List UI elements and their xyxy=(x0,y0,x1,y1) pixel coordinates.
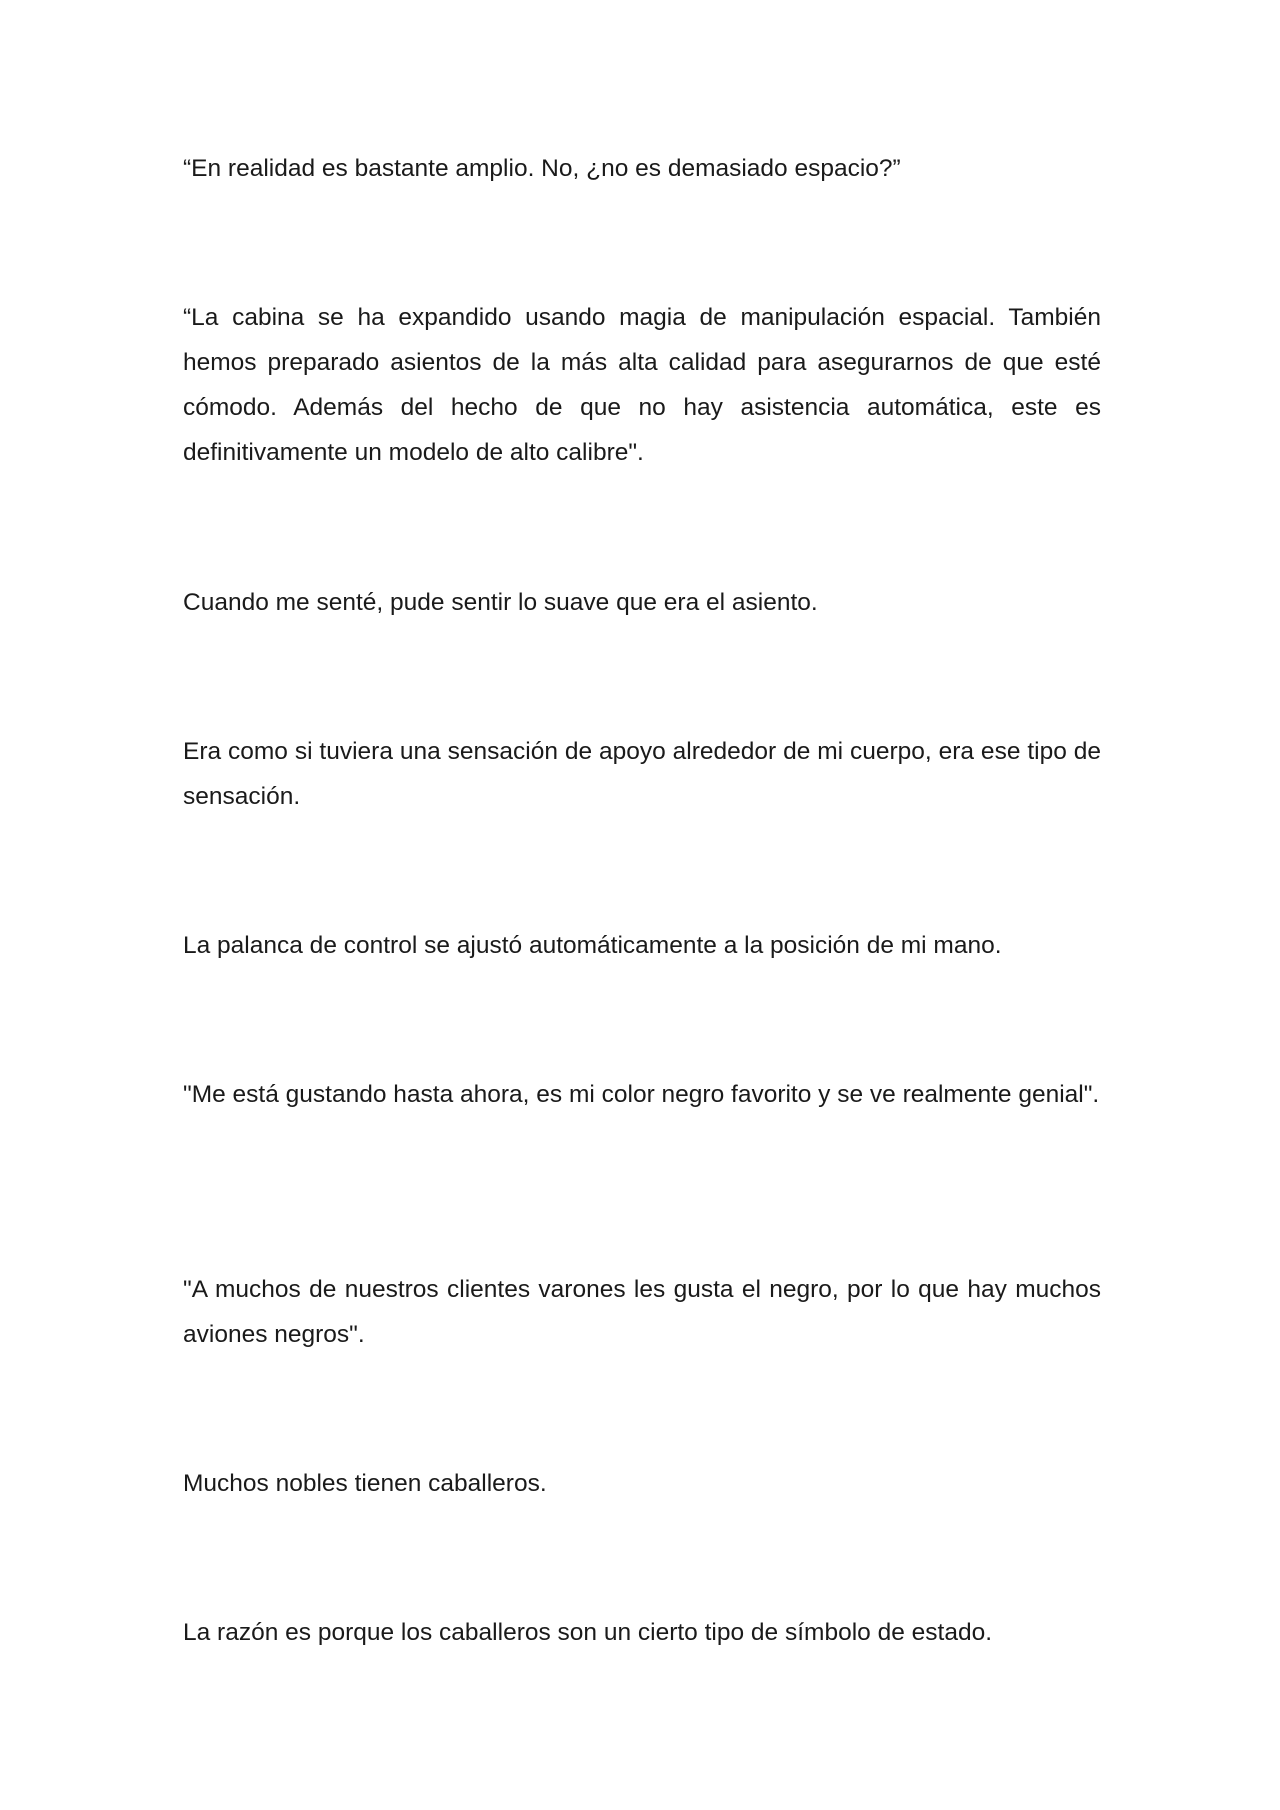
paragraph-8: Muchos nobles tienen caballeros. xyxy=(183,1470,547,1497)
paragraph-3: Cuando me senté, pude sentir lo suave que era el asiento. xyxy=(183,589,818,616)
paragraph-2: “La cabina se ha expandido usando magia de manipulación espacial. También hemos preparado asientos de la más alta calidad para asegurarnos de que esté cómodo. Además del hecho de que no hay asistencia automática, este es definitivamente un modelo de alto calibre". xyxy=(183,304,1101,466)
paragraph-5: La palanca de control se ajustó automáticamente a la posición de mi mano. xyxy=(183,932,1002,959)
paragraph-9: La razón es porque los caballeros son un cierto tipo de símbolo de estado. xyxy=(183,1619,993,1646)
paragraph-7: "A muchos de nuestros clientes varones les gusta el negro, por lo que hay muchos aviones negros". xyxy=(183,1276,1101,1348)
paragraph-4: Era como si tuviera una sensación de apoyo alrededor de mi cuerpo, era ese tipo de sensación. xyxy=(183,738,1101,810)
paragraph-1: “En realidad es bastante amplio. No, ¿no es demasiado espacio?” xyxy=(183,155,901,182)
paragraph-6: "Me está gustando hasta ahora, es mi color negro favorito y se ve realmente genial". xyxy=(183,1081,1100,1108)
